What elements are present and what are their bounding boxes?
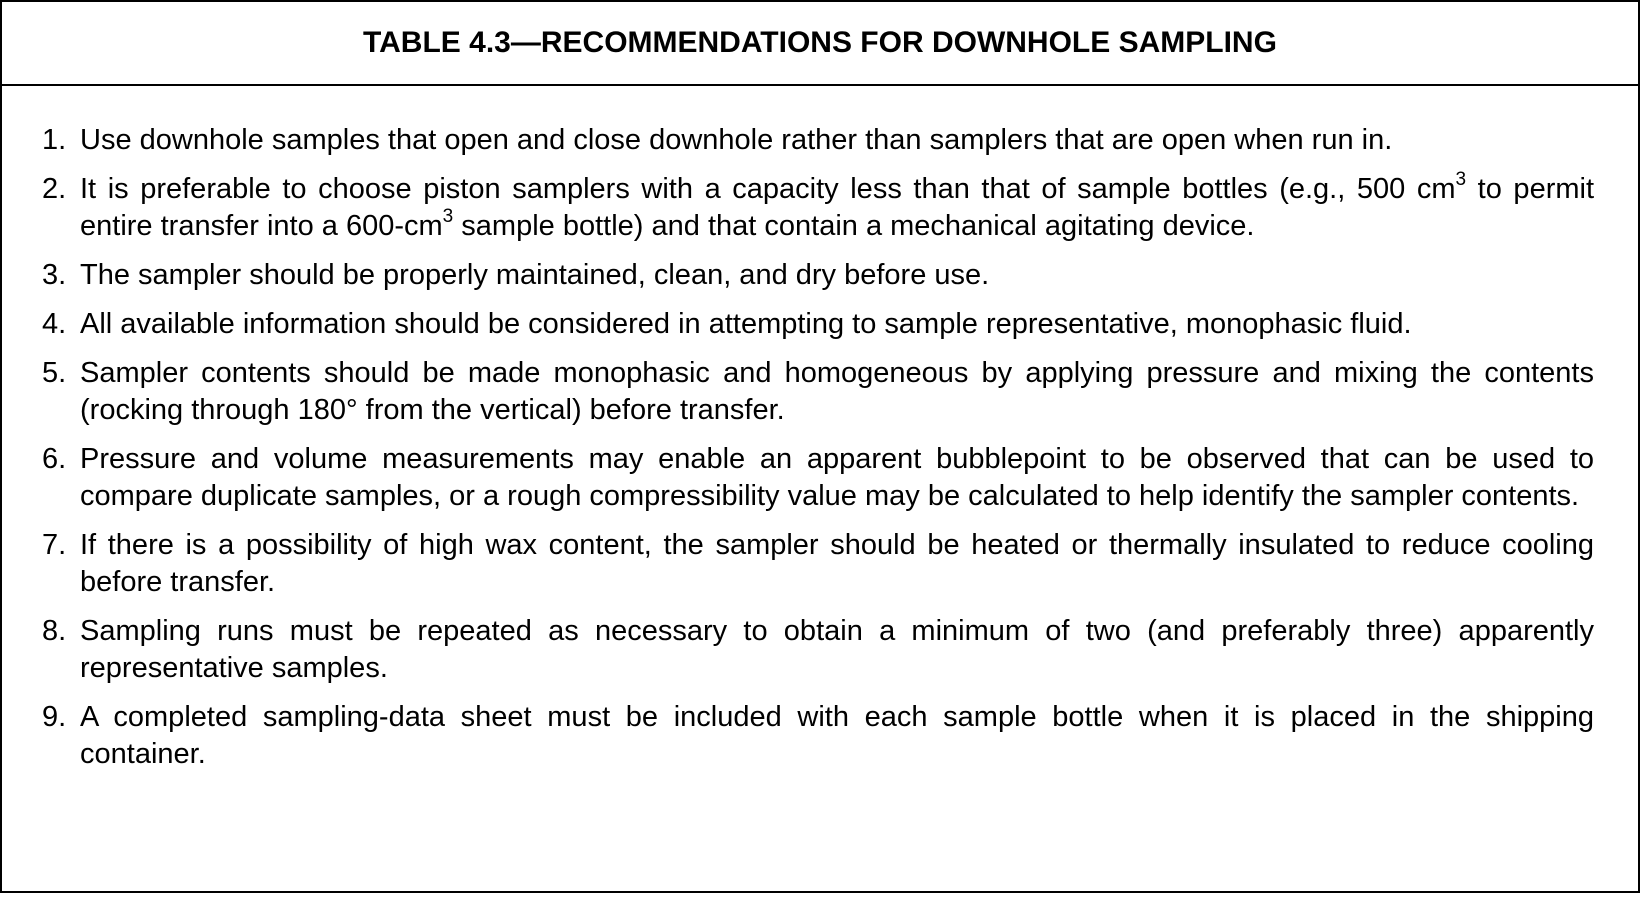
item-text: If there is a possibility of high wax content, the sampler should be heated or thermally insulated to reduce cooling before transfer. <box>80 529 1594 598</box>
table-title: TABLE 4.3—RECOMMENDATIONS FOR DOWNHOLE SAMPLING <box>363 26 1277 59</box>
item-number: 7. <box>42 529 67 561</box>
item-number: 5. <box>42 357 67 389</box>
item-number: 6. <box>42 443 67 475</box>
item-text-part: sample bottle) and that contain a mechanical agitating device. <box>453 210 1255 242</box>
item-text-part: It is preferable to choose piston samplers with a capacity less than that of sample bottles (e.g., 500 cm <box>80 173 1456 205</box>
list-item <box>42 171 1594 245</box>
item-text-part: to permit entire transfer into a 600-cm <box>80 173 1595 242</box>
table-body <box>2 86 1638 773</box>
list-item <box>42 441 1594 515</box>
table-header <box>2 2 1638 86</box>
item-number: 3. <box>42 259 67 291</box>
list-item <box>42 355 1594 429</box>
list-item <box>42 306 1594 343</box>
item-text: Sampling runs must be repeated as necessary to obtain a minimum of two (and preferably three) apparently representative samples. <box>80 615 1594 684</box>
item-number: 1. <box>42 124 67 156</box>
item-text: The sampler should be properly maintained, clean, and dry before use. <box>80 259 990 291</box>
recommendation-list <box>42 122 1594 773</box>
item-text: All available information should be considered in attempting to sample representative, monophasic fluid. <box>80 308 1412 340</box>
list-item <box>42 122 1594 159</box>
item-text: A completed sampling-data sheet must be included with each sample bottle when it is placed in the shipping container. <box>80 701 1594 770</box>
item-text: Pressure and volume measurements may enable an apparent bubblepoint to be observed that can be used to compare duplicate samples, or a rough compressibility value may be calculated to help identify the sampler contents. <box>80 443 1594 512</box>
list-item <box>42 613 1594 687</box>
item-number: 4. <box>42 308 67 340</box>
item-text <box>80 171 1594 245</box>
item-text: Sampler contents should be made monophasic and homogeneous by applying pressure and mixing the contents (rocking through 180° from the vertical) before transfer. <box>80 357 1594 426</box>
item-number: 2. <box>42 173 67 205</box>
list-item <box>42 699 1594 773</box>
superscript: 3 <box>1455 169 1467 190</box>
superscript: 3 <box>442 206 454 227</box>
item-number: 9. <box>42 701 67 733</box>
item-text: Use downhole samples that open and close downhole rather than samplers that are open when run in. <box>80 124 1393 156</box>
item-number: 8. <box>42 615 67 647</box>
list-item <box>42 527 1594 601</box>
list-item <box>42 257 1594 294</box>
